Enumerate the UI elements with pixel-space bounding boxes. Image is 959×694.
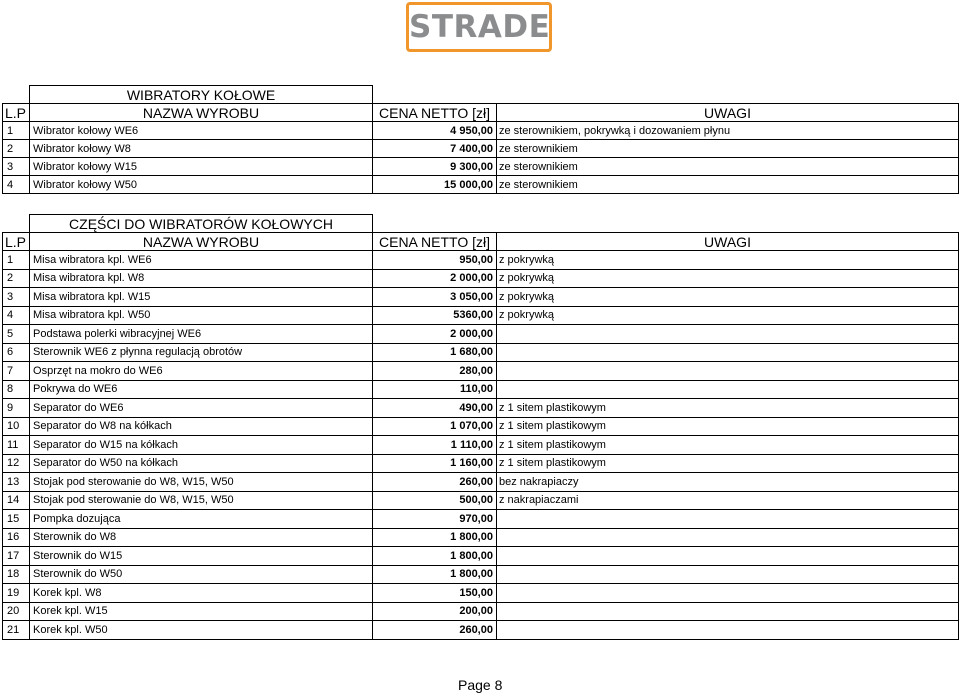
table-row — [3, 621, 959, 640]
table-row — [3, 158, 959, 176]
net-price: 2 000,00 — [373, 269, 497, 288]
remarks: ze sterownikiem — [496, 140, 958, 158]
remarks — [496, 528, 958, 547]
remarks: z pokrywką — [496, 306, 958, 325]
net-price: 9 300,00 — [373, 158, 497, 176]
net-price: 1 110,00 — [373, 436, 497, 455]
table-row — [3, 343, 959, 362]
table-row — [3, 140, 959, 158]
table-row — [3, 399, 959, 418]
row-number: 1 — [3, 122, 30, 140]
header-notes: UWAGI — [496, 233, 958, 251]
header-name: NAZWA WYROBU — [30, 104, 373, 122]
net-price: 950,00 — [373, 251, 497, 270]
remarks — [496, 510, 958, 529]
table-row — [3, 454, 959, 473]
net-price: 110,00 — [373, 380, 497, 399]
product-name: Wibrator kołowy W8 — [30, 140, 373, 158]
net-price: 1 800,00 — [373, 528, 497, 547]
net-price: 260,00 — [373, 621, 497, 640]
table-row — [3, 362, 959, 381]
remarks: ze sterownikiem, pokrywką i dozowaniem płynu — [496, 122, 958, 140]
row-number: 16 — [3, 528, 30, 547]
net-price: 280,00 — [373, 362, 497, 381]
net-price: 3 050,00 — [373, 288, 497, 307]
net-price: 200,00 — [373, 602, 497, 621]
page-number: Page 8 — [458, 677, 503, 693]
net-price: 1 800,00 — [373, 565, 497, 584]
net-price: 1 800,00 — [373, 547, 497, 566]
remarks: bez nakrapiaczy — [496, 473, 958, 492]
product-name: Stojak pod sterowanie do W8, W15, W50 — [30, 473, 373, 492]
remarks — [496, 621, 958, 640]
row-number: 4 — [3, 306, 30, 325]
row-number: 5 — [3, 325, 30, 344]
row-number: 14 — [3, 491, 30, 510]
row-number: 15 — [3, 510, 30, 529]
row-number: 1 — [3, 251, 30, 270]
table-row — [3, 288, 959, 307]
product-name: Korek kpl. W50 — [30, 621, 373, 640]
remarks — [496, 380, 958, 399]
header-notes: UWAGI — [496, 104, 958, 122]
header-price: CENA NETTO [zł] — [373, 104, 497, 122]
product-name: Separator do W50 na kółkach — [30, 454, 373, 473]
product-name: Pompka dozująca — [30, 510, 373, 529]
product-name: Pokrywa do WE6 — [30, 380, 373, 399]
row-number: 6 — [3, 343, 30, 362]
table-row — [3, 602, 959, 621]
row-number: 11 — [3, 436, 30, 455]
row-number: 8 — [3, 380, 30, 399]
net-price: 1 070,00 — [373, 417, 497, 436]
product-name: Sterownik do W15 — [30, 547, 373, 566]
row-number: 3 — [3, 158, 30, 176]
table-row — [3, 251, 959, 270]
row-number: 20 — [3, 602, 30, 621]
table-row — [3, 436, 959, 455]
net-price: 500,00 — [373, 491, 497, 510]
product-name: Sterownik WE6 z płynna regulacją obrotów — [30, 343, 373, 362]
table-row — [3, 584, 959, 603]
net-price: 7 400,00 — [373, 140, 497, 158]
product-name: Osprzęt na mokro do WE6 — [30, 362, 373, 381]
remarks — [496, 362, 958, 381]
net-price: 150,00 — [373, 584, 497, 603]
section-title: WIBRATORY KOŁOWE — [30, 86, 373, 104]
net-price: 4 950,00 — [373, 122, 497, 140]
product-name: Misa wibratora kpl. WE6 — [30, 251, 373, 270]
net-price: 5360,00 — [373, 306, 497, 325]
row-number: 17 — [3, 547, 30, 566]
table-row — [3, 565, 959, 584]
row-number: 13 — [3, 473, 30, 492]
remarks — [496, 343, 958, 362]
product-name: Podstawa polerki wibracyjnej WE6 — [30, 325, 373, 344]
product-name: Separator do W15 na kółkach — [30, 436, 373, 455]
product-name: Wibrator kołowy WE6 — [30, 122, 373, 140]
table-row — [3, 510, 959, 529]
remarks: ze sterownikiem — [496, 158, 958, 176]
remarks: ze sterownikiem — [496, 176, 958, 194]
table-row — [3, 176, 959, 194]
product-name: Wibrator kołowy W50 — [30, 176, 373, 194]
header-lp: L.P — [3, 104, 30, 122]
remarks: z pokrywką — [496, 251, 958, 270]
vibrators-table — [2, 85, 959, 194]
remarks — [496, 325, 958, 344]
header-price: CENA NETTO [zł] — [373, 233, 497, 251]
table-row — [3, 269, 959, 288]
product-name: Sterownik do W8 — [30, 528, 373, 547]
header-lp: L.P — [3, 233, 30, 251]
row-number: 3 — [3, 288, 30, 307]
net-price: 2 000,00 — [373, 325, 497, 344]
product-name: Misa wibratora kpl. W15 — [30, 288, 373, 307]
product-name: Stojak pod sterowanie do W8, W15, W50 — [30, 491, 373, 510]
net-price: 970,00 — [373, 510, 497, 529]
net-price: 490,00 — [373, 399, 497, 418]
row-number: 10 — [3, 417, 30, 436]
product-name: Misa wibratora kpl. W8 — [30, 269, 373, 288]
strade-logo — [406, 2, 552, 52]
row-number: 12 — [3, 454, 30, 473]
net-price: 1 160,00 — [373, 454, 497, 473]
table-row — [3, 528, 959, 547]
product-name: Korek kpl. W8 — [30, 584, 373, 603]
remarks — [496, 547, 958, 566]
table-row — [3, 473, 959, 492]
remarks: z pokrywką — [496, 288, 958, 307]
net-price: 15 000,00 — [373, 176, 497, 194]
table-row — [3, 547, 959, 566]
remarks: z 1 sitem plastikowym — [496, 454, 958, 473]
row-number: 2 — [3, 140, 30, 158]
row-number: 9 — [3, 399, 30, 418]
net-price: 1 680,00 — [373, 343, 497, 362]
table-row — [3, 417, 959, 436]
row-number: 4 — [3, 176, 30, 194]
table-row — [3, 491, 959, 510]
table-row — [3, 122, 959, 140]
row-number: 7 — [3, 362, 30, 381]
row-number: 18 — [3, 565, 30, 584]
section-title: CZĘŚCI DO WIBRATORÓW KOŁOWYCH — [30, 215, 373, 233]
table-row — [3, 306, 959, 325]
remarks — [496, 602, 958, 621]
product-name: Separator do WE6 — [30, 399, 373, 418]
parts-table — [2, 214, 959, 640]
row-number: 19 — [3, 584, 30, 603]
table-row — [3, 325, 959, 344]
product-name: Korek kpl. W15 — [30, 602, 373, 621]
product-name: Sterownik do W50 — [30, 565, 373, 584]
table-row — [3, 380, 959, 399]
product-name: Misa wibratora kpl. W50 — [30, 306, 373, 325]
logo-text: STRADE — [409, 9, 551, 45]
remarks — [496, 584, 958, 603]
remarks: z 1 sitem plastikowym — [496, 436, 958, 455]
remarks: z pokrywką — [496, 269, 958, 288]
remarks: z 1 sitem plastikowym — [496, 399, 958, 418]
row-number: 21 — [3, 621, 30, 640]
product-name: Separator do W8 na kółkach — [30, 417, 373, 436]
row-number: 2 — [3, 269, 30, 288]
remarks: z 1 sitem plastikowym — [496, 417, 958, 436]
header-name: NAZWA WYROBU — [30, 233, 373, 251]
product-name: Wibrator kołowy W15 — [30, 158, 373, 176]
remarks — [496, 565, 958, 584]
remarks: z nakrapiaczami — [496, 491, 958, 510]
net-price: 260,00 — [373, 473, 497, 492]
